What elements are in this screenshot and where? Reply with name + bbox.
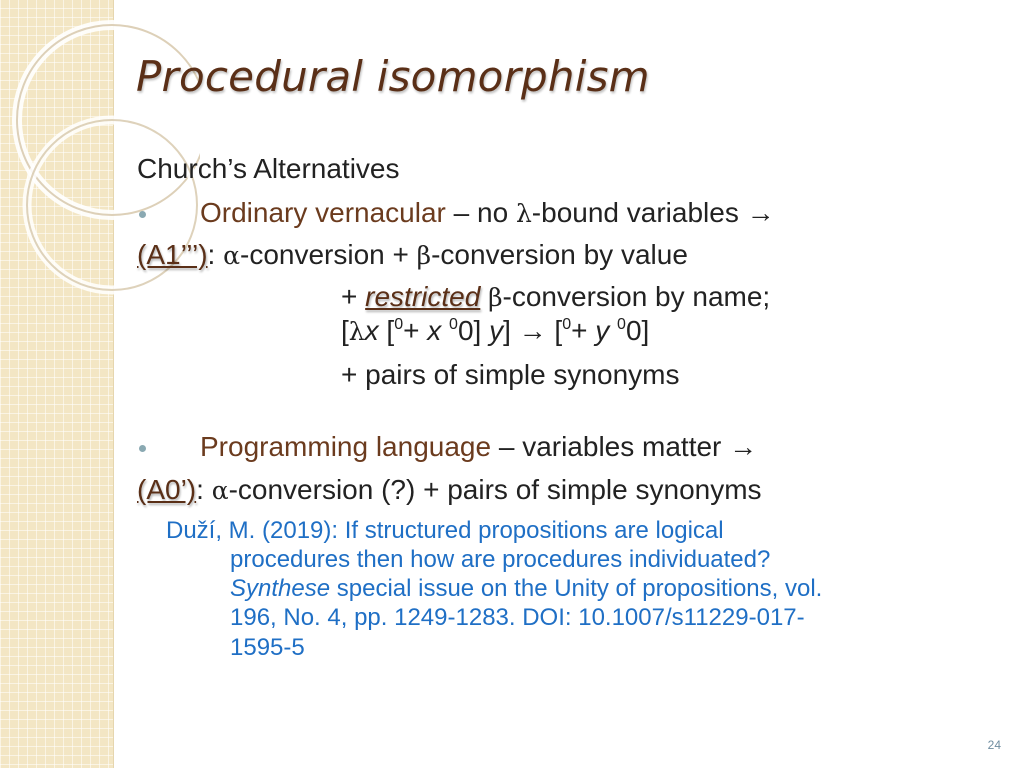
right-arrow-icon: → [729,431,758,462]
bullet-ordinary-vernacular: Ordinary vernacular – no λ-bound variables → [200,197,775,228]
slide-title: Procedural isomorphism [136,52,650,101]
reference-line-2: procedures then how are procedures individuated? [230,546,771,573]
bullet-term: Programming language [200,431,492,462]
beta-symbol: β [416,241,432,270]
pairs-of-synonyms-line: + pairs of simple synonyms [341,359,680,390]
lambda-symbol: λ [348,317,365,346]
restricted-word: restricted [365,281,481,312]
a1-label: (A1’’’) [137,239,208,270]
beta-symbol: β [488,283,503,312]
bullet-term: Ordinary vernacular [200,197,446,228]
lambda-symbol: λ [515,199,532,228]
churchs-alternatives-heading: Church’s Alternatives [137,153,400,184]
example-formula: [λx [$^0$+ x $^0$0] y] → [$^0$+ y $^0$0] [341,315,650,346]
alpha-symbol: α [223,241,240,270]
a0-line: (A0’): α-conversion (?) + pairs of simple synonyms [137,474,762,505]
reference-line-5: 1595-5 [230,634,305,661]
a1-line: (A1’’’): α-conversion + β-conversion by value [137,239,688,270]
right-arrow-icon: → [746,197,775,228]
bullet-programming-language: Programming language – variables matter → [200,431,758,462]
restricted-beta-line: + restricted β-conversion by name; [341,281,771,312]
bullet-dot [139,211,146,218]
right-arrow-icon: → [518,315,547,346]
alpha-symbol: α [211,476,229,505]
bullet-dot [139,445,146,452]
a0-label: (A0’) [137,474,197,505]
journal-name: Synthese [230,575,331,602]
reference-line-1: Duží, M. (2019): If structured propositions are logical [166,517,724,544]
reference-line-4: 196, No. 4, pp. 1249-1283. DOI: 10.1007/s11229-017- [230,604,805,631]
reference-line-3: Synthese special issue on the Unity of propositions, vol. [230,575,823,602]
page-number: 24 [987,738,1001,752]
